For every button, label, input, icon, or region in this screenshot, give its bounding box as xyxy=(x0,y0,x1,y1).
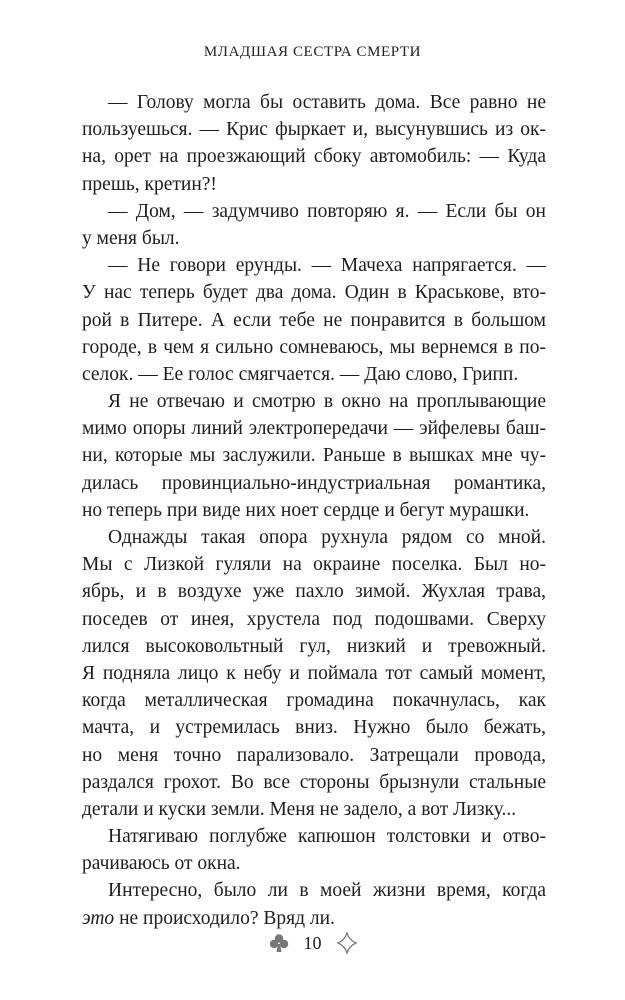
text-line: детали и куски земли. Меня не задело, а вот Лизку... xyxy=(82,798,517,820)
text-line: рой в Питере. А если тебе не понравится в большом xyxy=(82,309,546,331)
italic-emphasis: это xyxy=(82,907,115,929)
text-line: рачиваюсь от окна. xyxy=(82,853,241,875)
text-line: ябрь, и в воздухе уже пахло зимой. Жухлая трава, xyxy=(82,581,546,603)
text-line: у меня был. xyxy=(82,227,180,249)
text-line: Натягиваю поглубже капюшон толстовки и отво- xyxy=(108,826,546,848)
text-line: — Голову могла бы оставить дома. Все равно не xyxy=(108,92,546,113)
text-line: мимо опоры линий электропередачи — эйфелевы баш- xyxy=(82,418,546,440)
page-footer xyxy=(0,932,625,954)
text-line: лился высоковольтный гул, низкий и тревожный. xyxy=(82,635,546,657)
running-title: МЛАДШАЯ СЕСТРА СМЕРТИ xyxy=(203,44,422,60)
text-line: Мы с Лизкой гуляли на окраине поселка. Был но- xyxy=(82,554,546,576)
text-line: мачта, и устремилась вниз. Нужно было бежать, xyxy=(82,717,546,739)
text-line: дилась провинциально-индустриальная романтика, xyxy=(82,472,546,494)
text-line: Я не отвечаю и смотрю в окно на проплывающие xyxy=(108,391,546,413)
diamond-outline-icon xyxy=(336,932,358,954)
text-line: ни, которые мы заслужили. Раньше в вышках мне чу- xyxy=(82,445,546,467)
text-line: но теперь при виде них ноет сердце и бегут мурашки. xyxy=(82,499,530,521)
text-line: пользуешься. — Крис фыркает и, высунувшись из ок- xyxy=(82,119,546,141)
text-line: — Не говори ерунды. — Мачеха напрягается. — xyxy=(108,255,546,277)
club-icon xyxy=(268,932,290,954)
text-line: селок. — Ее голос смягчается. — Даю слово, Грипп. xyxy=(82,363,519,385)
text-line: на, орет на проезжающий сбоку автомобиль: — Куда xyxy=(82,146,546,168)
text-line: Интересно, было ли в моей жизни время, когда xyxy=(108,880,546,902)
text-line: Однажды такая опора рухнула рядом со мной. xyxy=(108,527,546,548)
text-line xyxy=(82,905,546,932)
text-line: поседев от инея, хрустела под подошвами. Сверху xyxy=(82,608,546,630)
body-text xyxy=(82,89,546,932)
text-line: городе, в чем я сильно сомневаюсь, мы вернемся в по- xyxy=(82,336,546,358)
text-line: — Дом, — задумчиво повторяю я. — Если бы он xyxy=(108,200,546,222)
text-line: раздался грохот. Во все стороны брызнули стальные xyxy=(82,771,546,793)
text-line: Я подняла лицо к небу и поймала тот самый момент, xyxy=(82,662,546,684)
text-fragment: не происходило? Вряд ли. xyxy=(114,907,335,929)
text-line: но меня точно парализовало. Затрещали провода, xyxy=(82,744,546,766)
page-number: 10 xyxy=(303,932,322,953)
text-line: прешь, кретин?! xyxy=(82,173,217,195)
text-line: когда металлическая громадина покачнулась, как xyxy=(82,690,546,712)
text-line: У нас теперь будет два дома. Один в Краськове, вто- xyxy=(82,282,546,304)
